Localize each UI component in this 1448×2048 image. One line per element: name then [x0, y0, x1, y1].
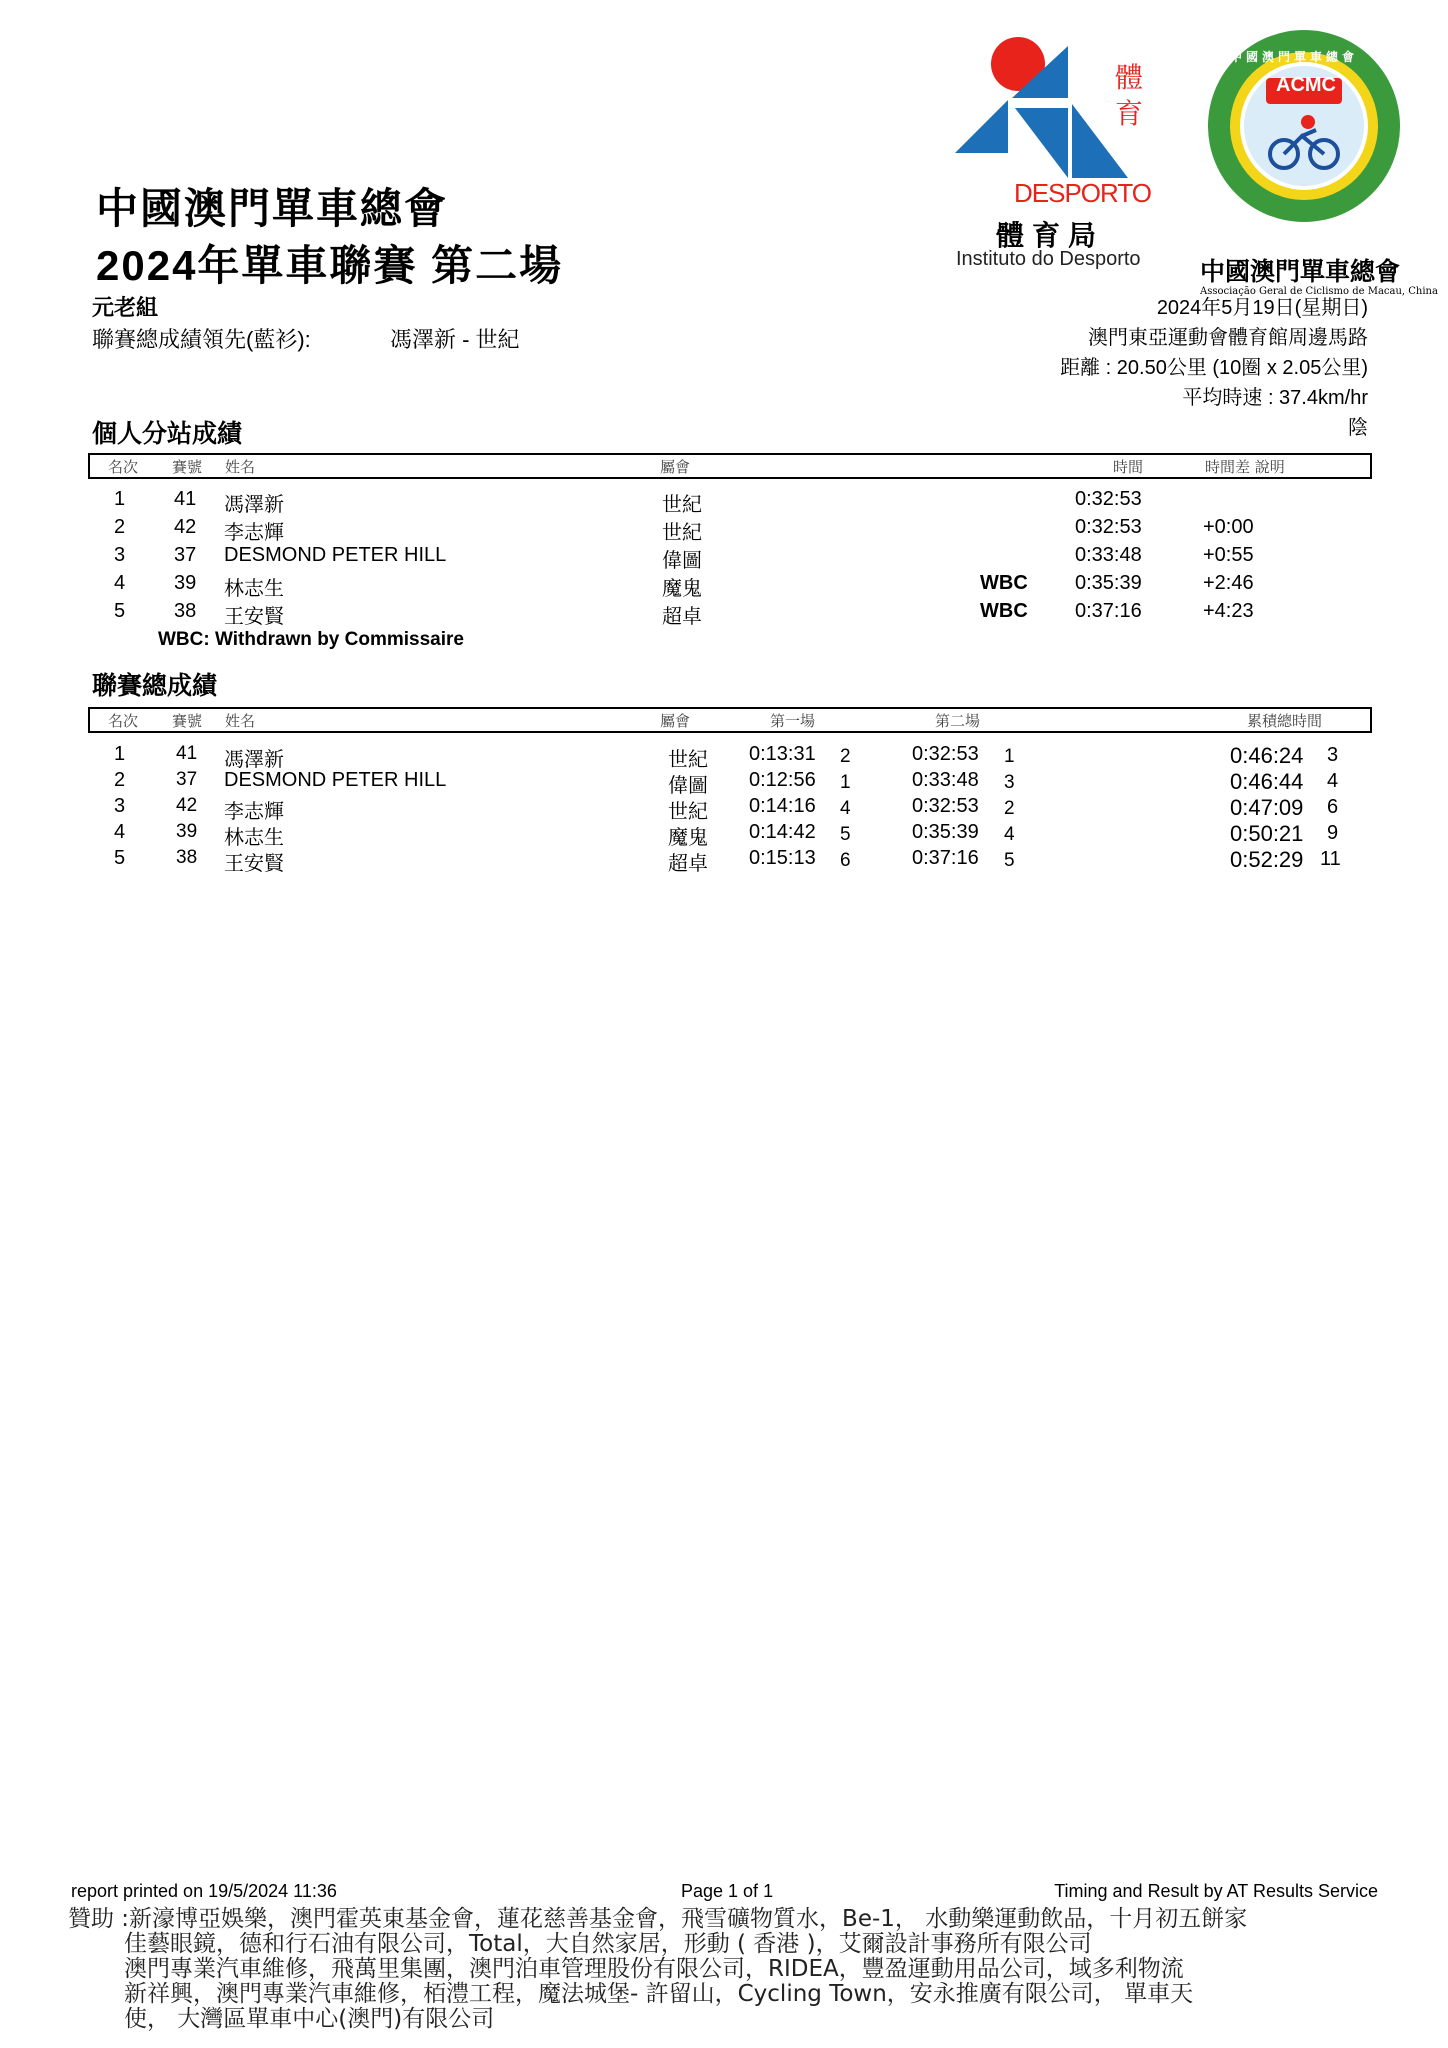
desporto-brand: DESPORTO [1014, 178, 1151, 208]
gap-cell: +0:55 [1203, 544, 1254, 566]
race1-points-cell: 6 [840, 850, 851, 871]
bib-cell: 38 [174, 600, 197, 622]
flag-cell: WBC [980, 572, 1028, 594]
leader-label: 聯賽總成績領先(藍衫): [92, 327, 311, 352]
table-row [0, 600, 1448, 626]
league-col-name: 姓名 [225, 712, 256, 730]
league-col-rank: 名次 [108, 712, 139, 730]
race2-points-cell: 2 [1004, 798, 1015, 819]
rank-cell: 5 [114, 847, 126, 869]
total-time-cell: 0:47:09 [1230, 795, 1304, 820]
name-cell: 李志輝 [224, 801, 284, 823]
bib-cell: 39 [176, 821, 198, 842]
bib-cell: 42 [176, 795, 198, 816]
table-row [0, 847, 1448, 873]
bib-cell: 37 [176, 769, 198, 790]
timing-credit: Timing and Result by AT Results Service [1054, 1881, 1378, 1901]
acmc-short: ACMC [1276, 74, 1336, 96]
table-row [0, 488, 1448, 514]
name-cell: DESMOND PETER HILL [224, 544, 447, 566]
total-points-cell: 6 [1327, 796, 1339, 818]
table-row [0, 769, 1448, 795]
rank-cell: 4 [114, 572, 126, 594]
total-time-cell: 0:50:21 [1230, 821, 1304, 846]
table-row [0, 572, 1448, 598]
race-weather: 陰 [1348, 417, 1368, 439]
time-cell: 0:33:48 [1075, 544, 1142, 566]
team-cell: 偉圖 [662, 550, 702, 572]
desporto-cn: 體育局 [996, 220, 1105, 251]
rank-cell: 3 [114, 795, 126, 817]
bib-cell: 39 [174, 572, 197, 594]
printed-timestamp: report printed on 19/5/2024 11:36 [71, 1881, 337, 1901]
page-number: Page 1 of 1 [681, 1881, 774, 1901]
desporto-char-2: 育 [1115, 97, 1144, 130]
race1-points-cell: 2 [840, 746, 851, 767]
gap-cell: +0:00 [1203, 516, 1254, 538]
bib-cell: 41 [176, 743, 198, 764]
team-cell: 魔鬼 [662, 578, 702, 600]
stage-col-time: 時間 [1113, 458, 1144, 476]
leader-value: 馮澤新 - 世紀 [390, 327, 520, 352]
total-points-cell: 3 [1327, 744, 1339, 766]
sponsor-line: 新祥興，澳門專業汽車維修，栢澧工程，魔法城堡- 許留山，Cycling Town，安永推廣有限公司， 單車天 [124, 1981, 1194, 2007]
team-cell: 超卓 [662, 606, 702, 628]
race2-points-cell: 3 [1004, 772, 1015, 793]
rank-cell: 1 [114, 743, 126, 765]
bib-cell: 41 [174, 488, 197, 510]
race-venue: 澳門東亞運動會體育館周邊馬路 [1088, 327, 1368, 349]
race2-time-cell: 0:33:48 [912, 769, 979, 791]
name-cell: 王安賢 [224, 853, 284, 875]
race2-points-cell: 4 [1004, 824, 1015, 845]
acmc-pt: Associação Geral de Ciclismo de Macau, China [1200, 286, 1438, 297]
rank-cell: 2 [114, 516, 126, 538]
desporto-logo [950, 28, 1160, 273]
team-cell: 超卓 [668, 853, 708, 875]
team-cell: 世紀 [662, 494, 702, 516]
race-date: 2024年5月19日(星期日) [1156, 297, 1368, 319]
time-cell: 0:32:53 [1075, 516, 1142, 538]
rank-cell: 5 [114, 600, 126, 622]
race2-time-cell: 0:35:39 [912, 821, 979, 843]
total-points-cell: 11 [1320, 848, 1341, 870]
desporto-char-1: 體 [1115, 61, 1144, 94]
table-row [0, 516, 1448, 542]
race2-time-cell: 0:37:16 [912, 847, 979, 869]
rank-cell: 1 [114, 488, 126, 510]
name-cell: 李志輝 [224, 522, 284, 544]
name-cell: 林志生 [224, 578, 284, 600]
total-time-cell: 0:46:44 [1230, 769, 1304, 794]
rank-cell: 2 [114, 769, 126, 791]
team-cell: 偉圖 [668, 775, 708, 797]
stage-table-header [88, 453, 1372, 479]
total-points-cell: 4 [1327, 770, 1339, 792]
table-row [0, 544, 1448, 570]
stage-col-rank: 名次 [108, 458, 139, 476]
stage-col-team: 屬會 [660, 458, 691, 476]
gap-cell: +2:46 [1203, 572, 1254, 594]
page-subtitle: 2024年單車聯賽 第二場 [96, 242, 564, 289]
league-col-race2: 第二場 [935, 712, 981, 730]
flag-cell: WBC [980, 600, 1028, 622]
race1-time-cell: 0:14:16 [749, 795, 816, 817]
name-cell: 林志生 [224, 827, 284, 849]
bib-cell: 42 [174, 516, 197, 538]
total-points-cell: 9 [1327, 822, 1339, 844]
team-cell: 世紀 [668, 749, 708, 771]
gap-cell: +4:23 [1203, 600, 1254, 622]
name-cell: 馮澤新 [224, 749, 284, 771]
league-table-header [88, 707, 1372, 733]
race1-points-cell: 5 [840, 824, 851, 845]
total-time-cell: 0:46:24 [1230, 743, 1304, 768]
table-row [0, 743, 1448, 769]
name-cell: DESMOND PETER HILL [224, 769, 447, 791]
team-cell: 魔鬼 [668, 827, 708, 849]
league-col-total: 累積總時間 [1247, 712, 1323, 730]
race1-time-cell: 0:12:56 [749, 769, 816, 791]
stage-col-name: 姓名 [225, 458, 256, 476]
acmc-logo [1190, 26, 1438, 297]
name-cell: 馮澤新 [224, 494, 284, 516]
race2-time-cell: 0:32:53 [912, 743, 979, 765]
stage-col-gap: 時間差 說明 [1205, 458, 1285, 476]
table-row [0, 821, 1448, 847]
time-cell: 0:37:16 [1075, 600, 1142, 622]
team-cell: 世紀 [662, 522, 702, 544]
stage-section-title: 個人分站成績 [92, 420, 243, 448]
race1-points-cell: 4 [840, 798, 851, 819]
category-label: 元老組 [92, 295, 159, 320]
league-col-bib: 賽號 [172, 712, 203, 730]
rank-cell: 3 [114, 544, 126, 566]
stage-col-bib: 賽號 [172, 458, 203, 476]
race2-time-cell: 0:32:53 [912, 795, 979, 817]
total-time-cell: 0:52:29 [1230, 847, 1304, 872]
league-section-title: 聯賽總成績 [92, 672, 218, 700]
name-cell: 王安賢 [224, 606, 284, 628]
time-cell: 0:32:53 [1075, 488, 1142, 510]
acmc-cn: 中國澳門單車總會 [1200, 257, 1401, 286]
page-title: 中國澳門單車總會 [96, 185, 449, 232]
sponsor-line: 澳門專業汽車維修，飛萬里集團，澳門泊車管理股份有限公司，RIDEA，豐盈運動用品公司，域多利物流 [124, 1956, 1184, 1982]
bib-cell: 38 [176, 847, 198, 868]
league-col-team: 屬會 [660, 712, 691, 730]
race1-points-cell: 1 [840, 772, 851, 793]
desporto-pt: Instituto do Desporto [956, 248, 1141, 270]
acmc-ring-top: 中國澳門單車總會 [1230, 50, 1359, 64]
league-col-race1: 第一場 [770, 712, 816, 730]
rank-cell: 4 [114, 821, 126, 843]
race2-points-cell: 5 [1004, 850, 1015, 871]
sponsor-line: 使， 大灣區單車中心(澳門)有限公司 [124, 2006, 495, 2032]
race1-time-cell: 0:13:31 [749, 743, 816, 765]
team-cell: 世紀 [668, 801, 708, 823]
bib-cell: 37 [174, 544, 197, 566]
race-avg-speed: 平均時速 : 37.4km/hr [1182, 387, 1368, 409]
race1-time-cell: 0:15:13 [749, 847, 816, 869]
race-distance: 距離 : 20.50公里 (10圈 x 2.05公里) [1060, 357, 1368, 379]
table-row [0, 795, 1448, 821]
race2-points-cell: 1 [1004, 746, 1015, 767]
sponsor-line: 佳藝眼鏡，德和行石油有限公司，Total，大自然家居，形動 ( 香港 )，艾爾設計事務所有限公司 [124, 1931, 1092, 1957]
race1-time-cell: 0:14:42 [749, 821, 816, 843]
sponsor-line: 贊助 :新濠博亞娛樂，澳門霍英東基金會，蓮花慈善基金會，飛雪礦物質水，Be-1， 水動樂運動飲品，十月初五餅家 [68, 1906, 1248, 1932]
acmc-ring-bottom [1202, 226, 1203, 227]
wbc-footnote: WBC: Withdrawn by Commissaire [158, 629, 464, 650]
time-cell: 0:35:39 [1075, 572, 1142, 594]
